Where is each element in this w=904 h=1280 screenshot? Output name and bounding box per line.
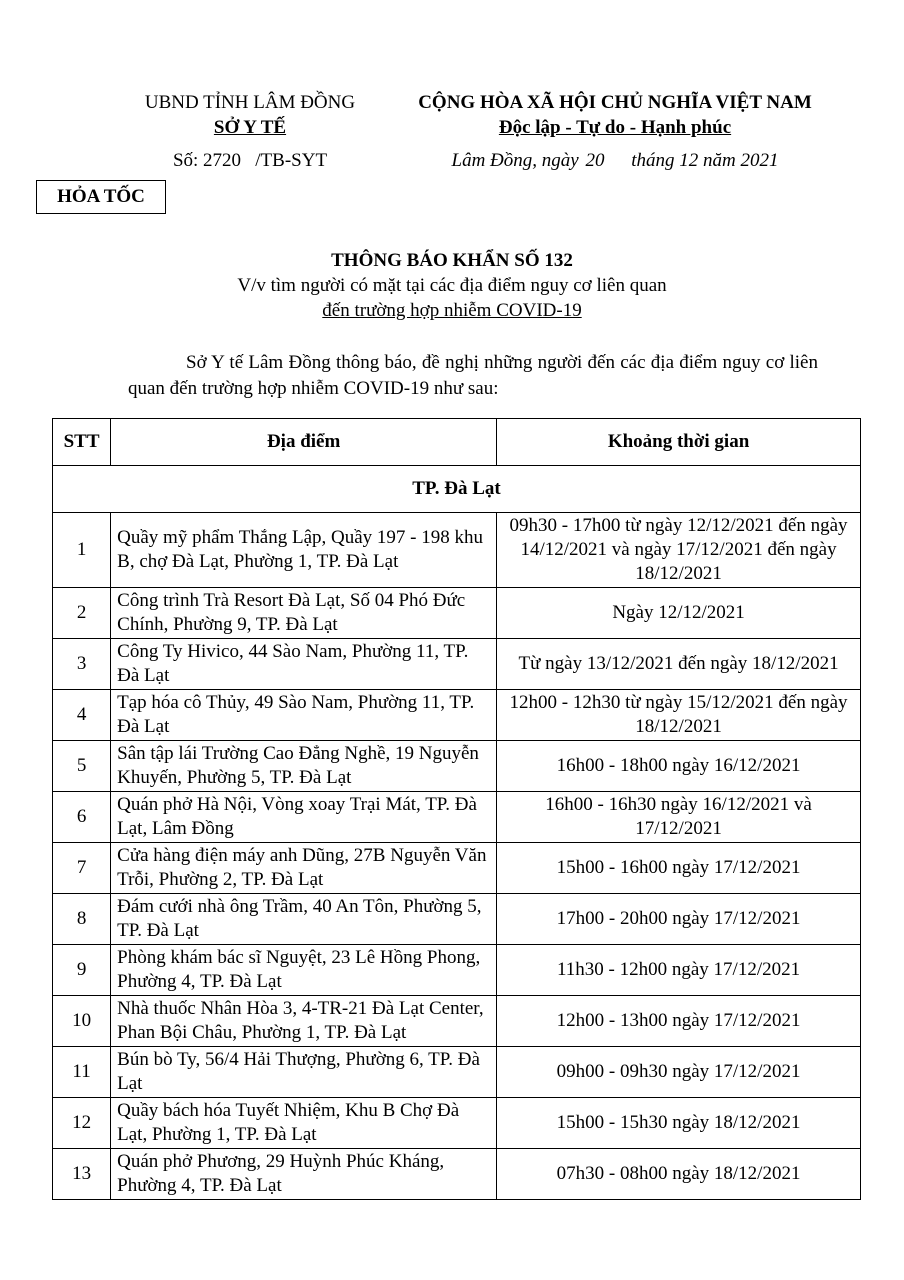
row-time: Từ ngày 13/12/2021 đến ngày 18/12/2021 — [497, 639, 861, 690]
row-location: Sân tập lái Trường Cao Đẳng Nghề, 19 Nguyễn Khuyến, Phường 5, TP. Đà Lạt — [111, 741, 497, 792]
table-row — [53, 1149, 861, 1200]
row-location: Quán phở Hà Nội, Vòng xoay Trại Mát, TP. Đà Lạt, Lâm Đồng — [111, 792, 497, 843]
row-stt: 12 — [53, 1098, 111, 1149]
nation-line1: CỘNG HÒA XÃ HỘI CHỦ NGHĨA VIỆT NAM — [418, 92, 812, 113]
header-stt: STT — [53, 419, 111, 466]
table-row — [53, 690, 861, 741]
row-location: Đám cưới nhà ông Trầm, 40 An Tôn, Phường 5, TP. Đà Lạt — [111, 894, 497, 945]
table-row — [53, 513, 861, 588]
row-time: 09h00 - 09h30 ngày 17/12/2021 — [497, 1047, 861, 1098]
row-time: 09h30 - 17h00 từ ngày 12/12/2021 đến ngày 14/12/2021 và ngày 17/12/2021 đến ngày 18/12/2021 — [497, 513, 861, 588]
notice-subject-line1: V/v tìm người có mặt tại các địa điểm nguy cơ liên quan — [237, 275, 667, 296]
nation-line2: Độc lập - Tự do - Hạnh phúc — [498, 117, 732, 138]
row-stt: 6 — [53, 792, 111, 843]
doc-number: Số: 2720 /TB-SYT — [172, 150, 328, 171]
row-location: Công Ty Hivico, 44 Sào Nam, Phường 11, TP. Đà Lạt — [111, 639, 497, 690]
row-location: Tạp hóa cô Thủy, 49 Sào Nam, Phường 11, TP. Đà Lạt — [111, 690, 497, 741]
row-stt: 11 — [53, 1047, 111, 1098]
row-stt: 1 — [53, 513, 111, 588]
row-stt: 4 — [53, 690, 111, 741]
row-location: Nhà thuốc Nhân Hòa 3, 4-TR-21 Đà Lạt Center, Phan Bội Châu, Phường 1, TP. Đà Lạt — [111, 996, 497, 1047]
table-row — [53, 639, 861, 690]
header-location: Địa điểm — [111, 419, 497, 466]
row-time: 17h00 - 20h00 ngày 17/12/2021 — [497, 894, 861, 945]
row-time: 15h00 - 16h00 ngày 17/12/2021 — [497, 843, 861, 894]
row-stt: 13 — [53, 1149, 111, 1200]
row-stt: 5 — [53, 741, 111, 792]
header-time: Khoảng thời gian — [497, 419, 861, 466]
row-time: 15h00 - 15h30 ngày 18/12/2021 — [497, 1098, 861, 1149]
table-row — [53, 1047, 861, 1098]
national-heading — [395, 90, 835, 173]
date-rest: tháng 12 năm 2021 — [631, 150, 779, 171]
row-time: 11h30 - 12h00 ngày 17/12/2021 — [497, 945, 861, 996]
table-row — [53, 996, 861, 1047]
issuer-block — [120, 90, 380, 173]
date-day: 20 — [585, 150, 605, 171]
intro-paragraph — [128, 350, 818, 402]
table-row — [53, 741, 861, 792]
row-time: 16h00 - 16h30 ngày 16/12/2021 và 17/12/2021 — [497, 792, 861, 843]
row-time: 12h00 - 13h00 ngày 17/12/2021 — [497, 996, 861, 1047]
table-row — [53, 945, 861, 996]
row-location: Phòng khám bác sĩ Nguyệt, 23 Lê Hồng Phong, Phường 4, TP. Đà Lạt — [111, 945, 497, 996]
notice-title: THÔNG BÁO KHẨN SỐ 132 — [331, 250, 573, 271]
table-row — [53, 1098, 861, 1149]
issue-date — [395, 148, 835, 173]
locations-table — [52, 418, 861, 1200]
notice-title-block — [100, 248, 804, 323]
org-line1: UBND TỈNH LÂM ĐỒNG — [144, 92, 356, 113]
row-time: 16h00 - 18h00 ngày 16/12/2021 — [497, 741, 861, 792]
row-location: Công trình Trà Resort Đà Lạt, Số 04 Phó Đức Chính, Phường 9, TP. Đà Lạt — [111, 588, 497, 639]
row-location: Bún bò Ty, 56/4 Hải Thượng, Phường 6, TP. Đà Lạt — [111, 1047, 497, 1098]
row-location: Cửa hàng điện máy anh Dũng, 27B Nguyễn Văn Trỗi, Phường 2, TP. Đà Lạt — [111, 843, 497, 894]
org-line2: SỞ Y TẾ — [213, 117, 287, 138]
row-time: 12h00 - 12h30 từ ngày 15/12/2021 đến ngày 18/12/2021 — [497, 690, 861, 741]
row-stt: 7 — [53, 843, 111, 894]
table-row — [53, 588, 861, 639]
row-location: Quán phở Phương, 29 Huỳnh Phúc Kháng, Phường 4, TP. Đà Lạt — [111, 1149, 497, 1200]
row-location: Quầy mỹ phẩm Thắng Lập, Quầy 197 - 198 khu B, chợ Đà Lạt, Phường 1, TP. Đà Lạt — [111, 513, 497, 588]
row-stt: 10 — [53, 996, 111, 1047]
table-header-row — [53, 419, 861, 466]
row-location: Quầy bách hóa Tuyết Nhiệm, Khu B Chợ Đà Lạt, Phường 1, TP. Đà Lạt — [111, 1098, 497, 1149]
section-city: TP. Đà Lạt — [53, 466, 861, 513]
table-row — [53, 894, 861, 945]
row-time: 07h30 - 08h00 ngày 18/12/2021 — [497, 1149, 861, 1200]
date-prefix: Lâm Đồng, ngày — [451, 150, 579, 171]
row-stt: 2 — [53, 588, 111, 639]
notice-subject-line2: đến trường hợp nhiễm COVID-19 — [322, 300, 582, 321]
row-stt: 8 — [53, 894, 111, 945]
row-time: Ngày 12/12/2021 — [497, 588, 861, 639]
row-stt: 9 — [53, 945, 111, 996]
table-row — [53, 843, 861, 894]
intro-text: Sở Y tế Lâm Đồng thông báo, đề nghị những người đến các địa điểm nguy cơ liên quan đến trường hợp nhiễm COVID-19 như sau: — [128, 352, 818, 399]
urgent-stamp: HỎA TỐC — [36, 180, 166, 214]
section-row — [53, 466, 861, 513]
row-stt: 3 — [53, 639, 111, 690]
table-row — [53, 792, 861, 843]
